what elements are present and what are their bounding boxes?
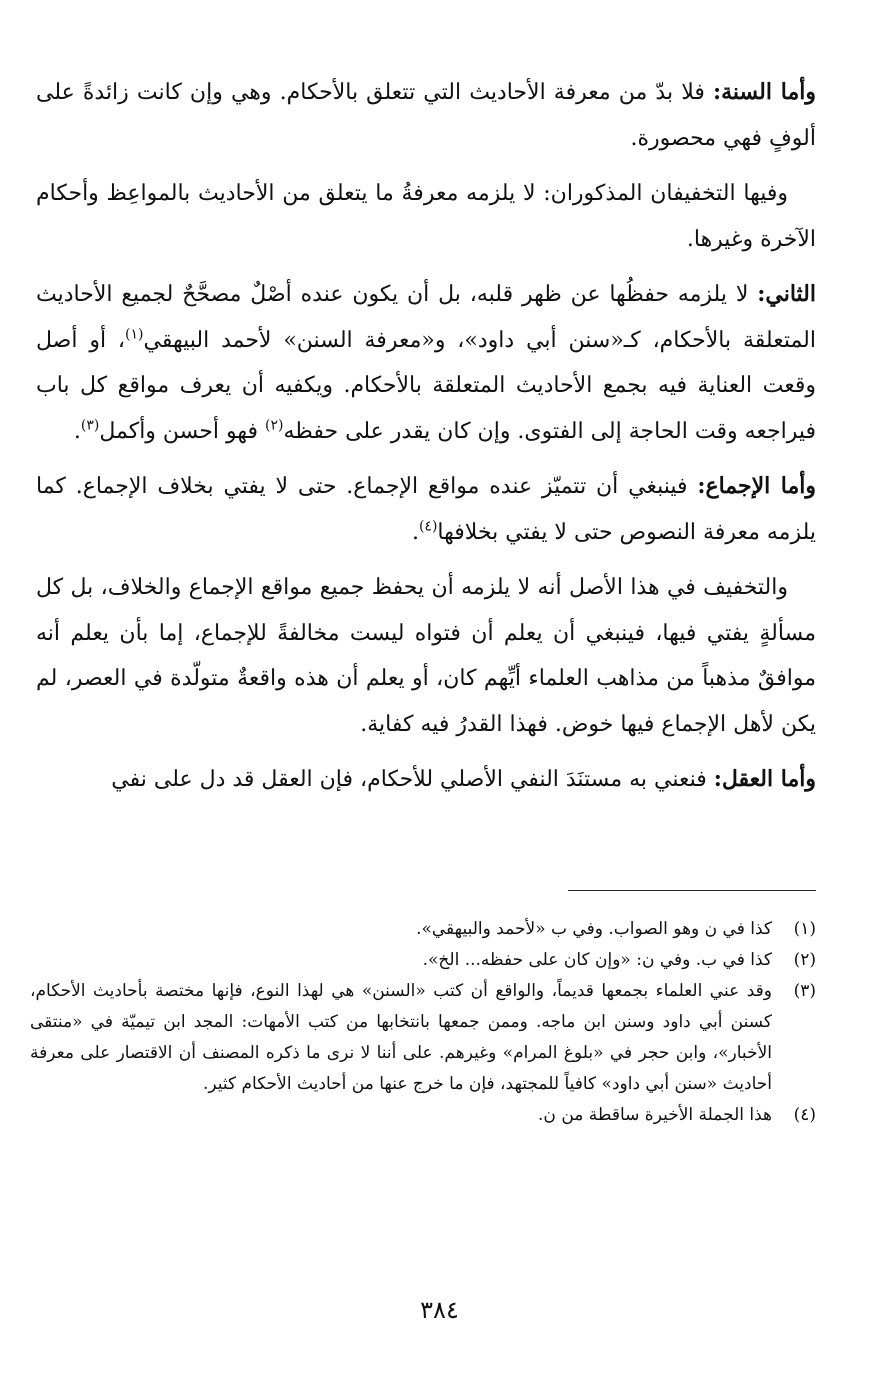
footnote-ref-1: (١): [125, 326, 144, 343]
footnote-2: [30, 945, 816, 976]
heading-consensus: وأما الإجماع:: [697, 473, 816, 499]
paragraph-consensus: [36, 464, 816, 555]
footnote-number: (٤): [793, 1105, 816, 1125]
paragraph-reason: [36, 757, 816, 803]
main-text: [36, 70, 816, 813]
paragraph-text: ، أو أصل وقعت العناية فيه بجمع الأحاديث المتعلقة بالأحكام. ويكفيه أن يعرف مواقع كل باب فيراجعه وقت الحاجة إلى الفتوى. وإن كان يقدر على حفظه: [36, 327, 816, 444]
footnote-4: [30, 1100, 816, 1131]
footnote-number: (٢): [793, 950, 816, 970]
footnote-number: (٣): [793, 981, 816, 1001]
footnote-text: كذا في ن وهو الصواب. وفي ب «لأحمد والبيهقي».: [416, 919, 772, 939]
footnote-number: (١): [793, 919, 816, 939]
footnote-1: [30, 914, 816, 945]
footnote-text: وقد عني العلماء بجمعها قديماً، والواقع أن كتب «السنن» هي لهذا النوع، فإنها مختصة بأحاديث الأحكام، كسنن أبي داود وسنن ابن ماجه. وممن جمعها بانتخابها من كتب الأمهات: المجد ابن تيميّة في «منتقى الأخبار»، وابن حجر في «بلوغ المرام» وغيرهم. على أننا لا نرى ما ذكره المصنف أن الاقتصار على معرفة أحاديث «سنن أبي داود» كافياً للمجتهد، فإن ما خرج عنها من أحاديث الأحكام كثير.: [30, 981, 772, 1094]
paragraph-text: .: [411, 519, 419, 545]
heading-second: الثاني:: [757, 281, 816, 307]
paragraph-second: [36, 272, 816, 454]
paragraph-consensus-relief: [36, 565, 816, 747]
paragraph-sunnah-relief: [36, 171, 816, 262]
footnote-ref-2: (٢): [265, 417, 284, 434]
footnote-text: كذا في ب. وفي ن: «وإن كان على حفظه... الخ».: [422, 950, 772, 970]
footnote-ref-3: (٣): [80, 417, 100, 434]
footnotes: [30, 914, 816, 1131]
paragraph-text: فينبغي أن تتميّز عنده مواقع الإجماع. حتى لا يفتي بخلاف الإجماع. كما يلزمه معرفة النصوص حتى لا يفتي بخلافها: [36, 474, 816, 545]
footnote-ref-4: (٤): [418, 518, 438, 535]
footnote-3: [30, 976, 816, 1100]
paragraph-text: فنعني به مستنَدَ النفي الأصلي للأحكام، فإن العقل قد دل على نفي: [111, 767, 714, 792]
heading-sunnah: وأما السنة:: [712, 79, 816, 105]
paragraph-text: فهو أحسن وأكمل: [99, 418, 266, 444]
paragraph-text: .: [73, 418, 81, 444]
footnote-text: هذا الجملة الأخيرة ساقطة من ن.: [538, 1105, 772, 1125]
paragraph-text: فلا بدّ من معرفة الأحاديث التي تتعلق بالأحكام. وهي وإن كانت زائدةً على ألوفٍ فهي محصورة.: [36, 80, 816, 151]
paragraph-text: والتخفيف في هذا الأصل أنه لا يلزمه أن يحفظ جميع مواقع الإجماع والخلاف، بل كل مسألةٍ يفتي فيها، فينبغي أن يعلم أن فتواه ليست مخالفةً للإجماع، إما بأن يعلم أنه موافقٌ مذهباً من مذاهب العلماء أيِّهم كان، أو يعلم أن هذه واقعةٌ متولّدة في العصر، لم يكن لأهل الإجماع فيها خوض. فهذا القدرُ فيه كفاية.: [36, 575, 816, 737]
paragraph-sunnah: [36, 70, 816, 161]
paragraph-text: وفيها التخفيفان المذكوران: لا يلزمه معرفةُ ما يتعلق من الأحاديث بالمواعِظ وأحكام الآخرة وغيرها.: [36, 181, 816, 252]
heading-reason: وأما العقل:: [713, 766, 816, 792]
footnote-separator: [568, 890, 816, 891]
page-number: ٣٨٤: [420, 1296, 459, 1324]
paragraph-text: لا يلزمه حفظُها عن ظهر قلبه، بل أن يكون عنده أصْلٌ مصحَّحٌ لجميع الأحاديث المتعلقة بالأحكام، كـ«سنن أبي داود»، و«معرفة السنن» لأحمد البيهقي: [36, 282, 816, 353]
